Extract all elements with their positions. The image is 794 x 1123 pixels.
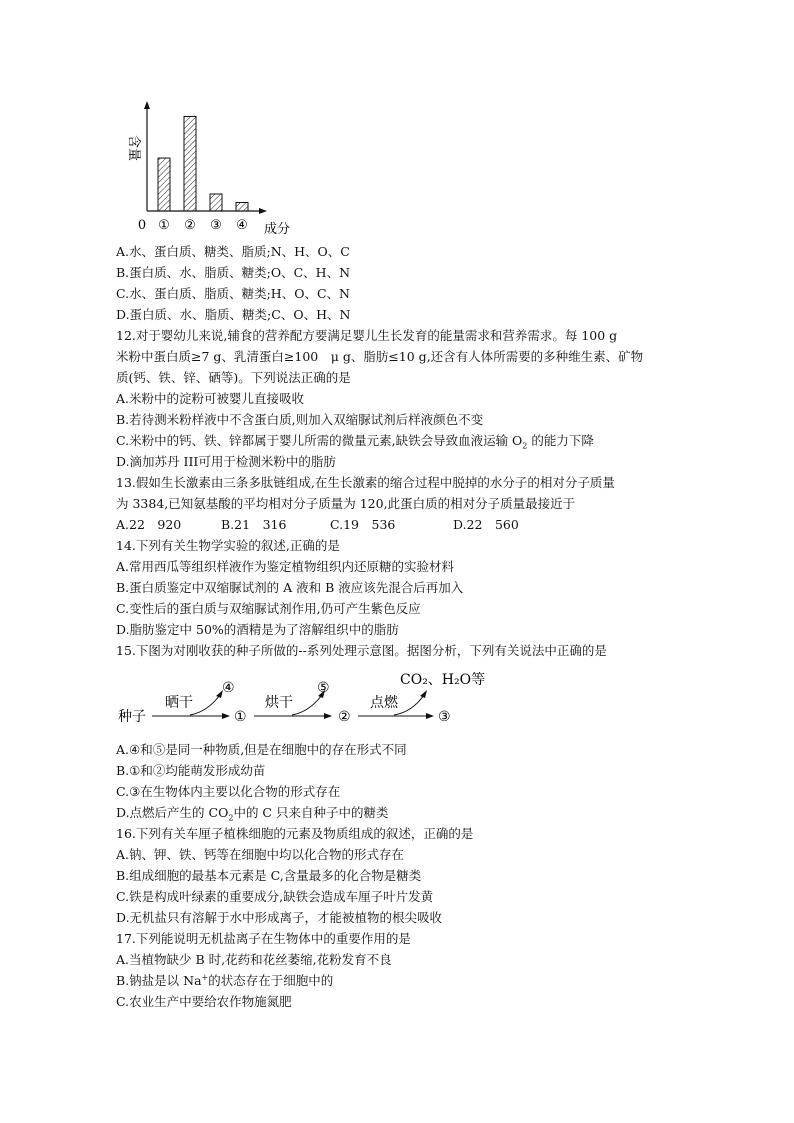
q11-option-d: D.蛋白质、水、脂质、糖类;C、O、H、N [116,307,351,322]
q13-stem-line-2: 为 3384,已知氨基酸的平均相对分子质量为 120,此蛋白质的相对分子质量最接近于 [116,496,576,511]
q15-option-c: C.③在生物体内主要以化合物的形式存在 [116,784,341,799]
nutrient-content-bar-chart [110,95,300,235]
q14-option-d: D.脂肪鉴定中 50%的酒精是为了溶解组织中的脂肪 [116,622,399,637]
q12-stem-line-2: 米粉中蛋白质≥7 g、乳清蛋白≥100 μ g、脂肪≤10 g,还含有人体所需要的多种维生素、矿物 [116,349,644,364]
step-sun-dry-label: 晒干 [165,695,193,711]
q13-stem-line-1: 13.假如生长激素由三条多肽链组成,在生长激素的缩合过程中脱掉的水分子的相对分子质量 [116,475,615,490]
q12-stem-line-1: 12.对于婴幼儿来说,辅食的营养配方要满足婴儿生长发育的能量需求和营养需求。每 100 g [116,328,618,343]
q13-option-b: B.21 316 [221,517,287,532]
q17-option-b-superscript: + [201,972,209,982]
q12-option-c-text: C.米粉中的钙、铁、锌都属于婴儿所需的微量元素,缺铁会导致血液运输 O [116,433,523,448]
y-axis-arrow [144,101,150,109]
combustion-products: CO₂、H₂O等 [400,672,486,688]
category-label-3: ③ [210,218,222,233]
q17-option-c: C.农业生产中要给农作物施氮肥 [116,994,292,1009]
q12-stem-line-3: 质(钙、铁、锌、硒等)。下列说法正确的是 [116,370,351,385]
seed-treatment-diagram [112,668,512,730]
q14-option-c: C.变性后的蛋白质与双缩脲试剂作用,仍可产生紫色反应 [116,601,421,616]
q11-option-b: B.蛋白质、水、脂质、糖类;O、C、H、N [116,265,351,280]
seed-label: 种子 [118,709,146,725]
q13-option-a: A.22 920 [116,517,182,532]
product-4: ④ [222,680,235,696]
q12-option-c-tail: 的能力下降 [527,433,594,448]
q15-option-d-text: D.点燃后产生的 CO [116,805,229,820]
x-axis-label: 成分 [264,222,291,235]
q12-option-c [116,433,594,449]
q15-option-b: B.①和②均能萌发形成幼苗 [116,763,266,778]
q15-option-d [116,805,388,821]
product-5: ⑤ [317,680,330,696]
y-axis-label: 含量 [126,135,141,162]
q14-stem: 14.下列有关生物学实验的叙述,正确的是 [116,538,340,553]
q14-option-b: B.蛋白质鉴定中双缩脲试剂的 A 液和 B 液应该先混合后再加入 [116,580,464,595]
product-3: ③ [438,709,451,725]
q15-option-a: A.④和⑤是同一种物质,但是在细胞中的存在形式不同 [116,742,407,757]
q13-option-c: C.19 536 [330,517,396,532]
q11-option-a: A.水、蛋白质、糖类、脂质;N、H、O、C [116,244,350,259]
bar-1 [158,158,170,211]
bar-4 [236,202,248,211]
origin-label: 0 [137,218,147,233]
q17-option-b-text: B.钠盐是以 Na [116,973,202,988]
x-axis-arrow [259,208,267,214]
q12-option-c-subscript: 2 [522,441,528,451]
q14-option-a: A.常用西瓜等组织样液作为鉴定植物组织内还原糖的实验材料 [116,559,455,574]
q12-option-b: B.若待测米粉样液中不含蛋白质,则加入双缩脲试剂后样液颜色不变 [116,412,484,427]
q16-option-b: B.组成细胞的最基本元素是 C,含量最多的化合物是糖类 [116,868,422,883]
q15-stem: 15.下图为对刚收获的种子所做的--系列处理示意图。据图分析，下列有关说法中正确的是 [116,643,607,658]
q13-option-d: D.22 560 [453,517,519,532]
step-burn-label: 点燃 [370,695,398,711]
q15-option-d-subscript: 2 [228,813,234,823]
q11-option-c: C.水、蛋白质、脂质、糖类;H、O、C、N [116,286,350,301]
q17-option-b [116,973,333,989]
category-label-1: ① [158,218,170,233]
product-1: ① [234,709,247,725]
q17-option-a: A.当植物缺少 B 时,花药和花丝萎缩,花粉发育不良 [116,952,392,967]
step-oven-dry-label: 烘干 [265,695,293,711]
category-label-2: ② [184,218,196,233]
bar-2 [184,116,196,211]
q15-option-d-tail: 中的 C 只来自种子中的糖类 [233,805,389,820]
q12-option-d: D.滴加苏丹 III可用于检测米粉中的脂肪 [116,454,336,469]
q16-option-c: C.铁是构成叶绿素的重要成分,缺铁会造成车厘子叶片发黄 [116,889,434,904]
q16-stem: 16.下列有关车厘子植株细胞的元素及物质组成的叙述，正确的是 [116,826,474,841]
q17-stem: 17.下列能说明无机盐离子在生物体中的重要作用的是 [116,931,411,946]
q16-option-d: D.无机盐只有溶解于水中形成离子，才能被植物的根尖吸收 [116,910,443,925]
q12-option-a: A.米粉中的淀粉可被婴儿直接吸收 [116,391,305,406]
bar-3 [210,194,222,211]
q17-option-b-tail: 的状态存在于细胞中的 [208,973,334,988]
q16-option-a: A.钠、钾、铁、钙等在细胞中均以化合物的形式存在 [116,847,405,862]
category-label-4: ④ [236,218,248,233]
product-2: ② [338,709,351,725]
